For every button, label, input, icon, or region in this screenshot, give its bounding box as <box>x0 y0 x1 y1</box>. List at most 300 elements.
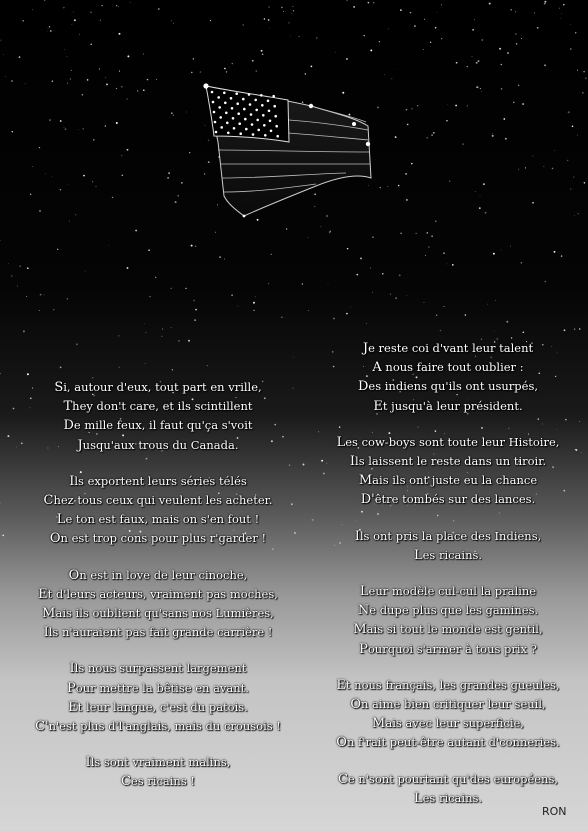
poem-line: C'n'est plus d'l'anglais, mais du crousois ! <box>35 719 281 735</box>
star-dot <box>406 109 408 111</box>
star-dot <box>372 236 373 237</box>
star-dot <box>171 20 172 21</box>
poem-line: Pourquoi s'armer à tous prix ? <box>359 641 537 657</box>
star-dot <box>435 220 437 222</box>
star-dot <box>570 24 571 25</box>
star-dot <box>467 105 468 106</box>
star-dot <box>121 86 123 88</box>
star-dot <box>281 317 282 318</box>
poem-line: Mais avec leur superficie, <box>372 716 524 732</box>
star-dot <box>368 2 370 4</box>
star-dot <box>52 176 53 177</box>
star-dot <box>60 120 62 122</box>
poem-line: Le ton est faux, mais on s'en fout ! <box>56 512 260 528</box>
star-dot <box>127 98 128 99</box>
star-dot <box>156 79 157 80</box>
star-dot <box>173 23 174 24</box>
star-dot <box>581 452 582 453</box>
star-dot <box>118 335 119 336</box>
star-dot <box>82 94 84 96</box>
star-dot <box>520 263 521 264</box>
star-dot <box>465 314 467 316</box>
poem-line: De mille feux, il faut qu'ça s'voit <box>63 418 253 434</box>
canton-star <box>225 112 228 115</box>
star-dot <box>370 49 372 51</box>
star-dot <box>311 66 313 68</box>
poem-line: Ils laissent le reste dans un tiroir. <box>349 454 547 470</box>
star-dot <box>116 5 117 6</box>
star-dot <box>575 32 576 33</box>
star-dot <box>167 177 169 179</box>
star-dot <box>515 11 516 12</box>
star-dot <box>554 150 555 151</box>
star-dot <box>238 306 239 307</box>
star-dot <box>522 103 524 105</box>
star-dot <box>79 34 80 35</box>
star-dot <box>72 24 73 25</box>
star-dot <box>411 108 412 109</box>
star-dot <box>446 120 447 121</box>
star-dot <box>482 91 483 92</box>
star-dot <box>294 532 296 534</box>
star-dot <box>578 213 579 214</box>
star-dot <box>116 122 118 124</box>
star-dot <box>178 340 180 342</box>
canton-star <box>274 115 277 118</box>
poem-line: Mais ils oublient qu'sans nos Lumières, <box>42 606 274 622</box>
canton-star <box>238 122 241 125</box>
star-dot <box>57 249 58 250</box>
star-dot <box>23 330 25 332</box>
star-dot <box>398 185 400 187</box>
star-dot <box>405 173 407 175</box>
poem-line: Mais ils ont juste eu la chance <box>358 473 538 489</box>
canton-star <box>219 116 222 119</box>
star-dot <box>476 62 478 64</box>
star-dot <box>492 133 493 134</box>
star-dot <box>447 264 448 265</box>
star-dot <box>17 286 18 287</box>
star-dot <box>63 7 65 9</box>
star-dot <box>93 139 95 141</box>
poem-stanza <box>318 433 578 510</box>
star-dot <box>552 168 554 170</box>
canton-star <box>276 135 279 138</box>
star-dot <box>11 80 12 81</box>
star-dot <box>67 56 68 57</box>
star-dot <box>135 230 137 232</box>
star-dot <box>416 233 417 234</box>
poem-stanza <box>28 472 288 549</box>
star-dot <box>0 40 1 41</box>
star-dot <box>483 183 485 185</box>
canton-star <box>237 112 240 115</box>
star-dot <box>523 332 525 334</box>
star-dot <box>534 12 535 13</box>
star-dot <box>291 13 292 14</box>
star-dot <box>39 210 41 212</box>
star-dot <box>219 256 221 258</box>
star-dot <box>286 228 287 229</box>
star-dot <box>283 11 284 12</box>
star-dot <box>66 298 68 300</box>
star-dot <box>155 277 156 278</box>
poem-stanza <box>28 378 288 455</box>
star-dot <box>489 3 491 5</box>
canton-star <box>235 92 238 95</box>
poem-line: On f'rait peut-être autant d'conneries. <box>336 735 560 751</box>
star-dot <box>410 12 412 14</box>
star-dot <box>130 2 131 3</box>
star-dot <box>501 250 502 251</box>
right-poem-column <box>318 339 578 825</box>
star-dot <box>7 435 9 437</box>
star-dot <box>224 258 225 259</box>
canton-star <box>232 117 235 120</box>
star-dot <box>414 25 416 27</box>
star-dot <box>269 28 270 29</box>
star-dot <box>400 9 402 11</box>
star-dot <box>573 176 574 177</box>
star-dot <box>411 163 412 164</box>
poem-line: Ne dupe plus que les gamines. <box>357 603 539 619</box>
star-dot <box>3 54 4 55</box>
star-dot <box>100 20 101 21</box>
canton-star <box>273 105 276 108</box>
poem-line: Ils nous surpassent largement <box>69 661 247 677</box>
star-dot <box>50 30 52 32</box>
star-dot <box>506 321 508 323</box>
star-dot <box>65 128 67 130</box>
star-dot <box>406 199 408 201</box>
star-dot <box>53 309 54 310</box>
star-dot <box>255 70 257 72</box>
star-dot <box>360 257 362 259</box>
star-dot <box>137 90 138 91</box>
star-dot <box>67 83 68 84</box>
star-dot <box>83 128 84 129</box>
star-dot <box>395 136 397 138</box>
star-dot <box>293 6 294 7</box>
star-dot <box>76 343 78 345</box>
star-dot <box>26 296 27 297</box>
star-dot <box>78 129 79 130</box>
star-dot <box>47 31 48 32</box>
star-dot <box>215 232 216 233</box>
star-dot <box>335 52 336 53</box>
star-dot <box>168 172 170 174</box>
star-dot <box>505 138 507 140</box>
star-dot <box>181 182 182 183</box>
canton-star <box>257 129 260 132</box>
star-dot <box>231 294 233 296</box>
author-signature: RON <box>542 805 567 818</box>
star-dot <box>195 309 197 311</box>
poem-line: Chez tous ceux qui veulent les acheter. <box>43 493 273 509</box>
canton-star <box>215 131 218 134</box>
star-dot <box>329 231 331 233</box>
star-dot <box>510 246 511 247</box>
star-dot <box>2 535 4 537</box>
star-dot <box>288 22 289 23</box>
canton-star <box>255 109 258 112</box>
star-dot <box>466 66 467 67</box>
canton-star <box>212 101 215 104</box>
star-dot <box>186 112 187 113</box>
star-dot <box>119 367 120 368</box>
poem-line: Les ricains. <box>413 790 483 806</box>
star-dot <box>90 44 91 45</box>
star-dot <box>44 294 45 295</box>
canton-star <box>227 132 230 135</box>
star-dot <box>226 71 227 72</box>
star-dot <box>515 33 516 34</box>
star-dot <box>427 232 429 234</box>
star-dot <box>370 267 371 268</box>
star-dot <box>118 6 119 7</box>
star-dot <box>127 267 129 269</box>
star-dot <box>507 52 509 54</box>
star-dot <box>501 88 503 90</box>
left-poem-column <box>28 378 288 809</box>
poem-stanza <box>318 770 578 808</box>
canton-star <box>217 96 220 99</box>
star-dot <box>582 92 584 94</box>
star-dot <box>92 181 93 182</box>
star-dot <box>290 36 291 37</box>
star-dot <box>289 464 291 466</box>
star-dot <box>268 19 270 21</box>
star-dot <box>532 155 533 156</box>
poem-stanza <box>28 659 288 736</box>
star-dot <box>293 357 294 358</box>
star-dot <box>302 283 304 285</box>
star-dot <box>39 147 40 148</box>
canton-star <box>269 120 272 123</box>
star-dot <box>253 302 255 304</box>
canton-star <box>211 91 214 94</box>
star-dot <box>561 13 562 14</box>
poem-line: On est trop cons pour plus r'garder ! <box>49 531 267 547</box>
poem-line: Ils ont pris la place des Indiens, <box>354 528 542 544</box>
star-dot <box>543 166 544 167</box>
star-dot <box>364 35 365 36</box>
star-dot <box>407 124 409 126</box>
star-dot <box>109 245 110 246</box>
star-dot <box>70 78 71 79</box>
star-dot <box>400 233 401 234</box>
star-dot <box>500 64 502 66</box>
star-dot <box>574 328 575 329</box>
star-dot <box>559 8 560 9</box>
canton-star <box>275 125 278 128</box>
canton-star <box>214 121 217 124</box>
star-dot <box>45 173 46 174</box>
star-dot <box>171 327 172 328</box>
star-dot <box>271 254 272 255</box>
star-dot <box>255 296 256 297</box>
star-dot <box>425 255 426 256</box>
star-dot <box>185 288 186 289</box>
star-dot <box>333 318 335 320</box>
poem-line: Et jusqu'à leur président. <box>373 398 523 414</box>
star-dot <box>510 9 512 11</box>
star-dot <box>494 331 495 332</box>
star-dot <box>127 55 129 57</box>
star-dot <box>69 221 70 222</box>
star-dot <box>521 38 522 39</box>
star-dot <box>584 182 586 184</box>
canton-star <box>261 104 264 107</box>
poem-line: Les cow-boys sont toute leur Histoire, <box>336 434 560 450</box>
star-dot <box>544 1 546 3</box>
star-dot <box>316 37 317 38</box>
star-dot <box>443 252 445 254</box>
canton-star <box>248 93 251 96</box>
star-dot <box>372 292 373 293</box>
star-dot <box>299 36 300 37</box>
star-dot <box>49 26 50 27</box>
star-dot <box>87 79 89 81</box>
poem-line: Et leur langue, c'est du patois. <box>68 699 248 715</box>
star-dot <box>161 336 162 337</box>
star-dot <box>312 519 314 521</box>
canton-star <box>220 126 223 129</box>
star-dot <box>544 281 546 283</box>
star-dot <box>516 43 517 44</box>
star-dot <box>397 69 398 70</box>
poem-line: Des indiens qu'ils ont usurpés, <box>357 379 539 395</box>
star-dot <box>350 307 351 308</box>
star-dot <box>22 20 24 22</box>
star-dot <box>560 18 561 19</box>
star-dot <box>487 304 488 305</box>
star-dot <box>5 76 6 77</box>
star-dot <box>480 196 481 197</box>
star-dot <box>456 62 458 64</box>
star-dot <box>308 310 309 311</box>
star-dot <box>577 135 578 136</box>
star-dot <box>495 300 496 301</box>
star-dot <box>60 367 62 369</box>
star-dot <box>476 86 477 87</box>
star-dot <box>252 60 254 62</box>
canton-star <box>256 119 259 122</box>
star-dot <box>74 19 76 21</box>
star-dot <box>475 191 476 192</box>
poem-line: Ils sont vraiment malins, <box>85 755 231 771</box>
star-dot <box>440 330 442 332</box>
star-dot <box>27 373 29 375</box>
star-dot <box>482 39 483 40</box>
star-dot <box>30 194 31 195</box>
star-dot <box>474 19 475 20</box>
star-dot <box>173 115 174 116</box>
star-dot <box>554 251 556 253</box>
star-dot <box>561 255 562 256</box>
canton-star <box>236 102 239 105</box>
star-dot <box>105 77 106 78</box>
star-dot <box>437 12 438 13</box>
star-dot <box>480 88 481 89</box>
star-dot <box>396 298 397 299</box>
canton-star <box>244 118 247 121</box>
canton-star <box>242 98 245 101</box>
star-dot <box>346 0 347 1</box>
star-dot <box>75 214 76 215</box>
star-dot <box>149 296 150 297</box>
star-dot <box>106 83 108 85</box>
star-dot <box>346 313 348 315</box>
star-dot <box>303 464 305 466</box>
star-dot <box>579 421 580 422</box>
star-dot <box>243 25 244 26</box>
star-dot <box>307 237 308 238</box>
star-dot <box>492 135 494 137</box>
star-dot <box>525 167 526 168</box>
star-dot <box>472 29 474 31</box>
canton-star <box>226 122 229 125</box>
star-dot <box>172 369 173 370</box>
poem-line: Ce n'sont pourtant qu'des européens, <box>337 771 559 787</box>
canton-star <box>223 92 226 95</box>
star-dot <box>191 72 192 73</box>
star-dot <box>452 264 454 266</box>
poem-line: Et nous français, les grandes gueules, <box>336 677 560 693</box>
poem-stanza <box>28 753 288 791</box>
poem-line: Leur modèle cul-cul la praline <box>359 584 537 600</box>
canton-star <box>272 95 275 98</box>
star-dot <box>281 7 282 8</box>
star-dot <box>261 50 263 52</box>
poem-line: They don't care, et ils scintillent <box>63 399 253 415</box>
star-dot <box>433 132 435 134</box>
star-dot <box>305 73 307 75</box>
star-dot <box>462 143 463 144</box>
star-dot <box>40 294 42 296</box>
star-dot <box>52 80 53 81</box>
star-dot <box>382 273 384 275</box>
canton-star <box>254 99 257 102</box>
star-dot <box>143 89 145 91</box>
star-dot <box>568 111 570 113</box>
star-dot <box>148 249 150 251</box>
canton-star <box>233 127 236 130</box>
star-dot <box>423 49 424 50</box>
poem-stanza <box>318 582 578 659</box>
star-dot <box>16 447 17 448</box>
star-dot <box>379 41 380 42</box>
star-dot <box>431 235 432 236</box>
poem-stanza <box>28 566 288 643</box>
canton-star <box>268 110 271 113</box>
star-dot <box>570 189 571 190</box>
canton-star <box>230 97 233 100</box>
star-dot <box>268 6 270 8</box>
star-dot <box>194 319 195 320</box>
star-dot <box>583 71 585 73</box>
star-dot <box>455 105 457 107</box>
star-dot <box>564 329 566 331</box>
star-dot <box>262 54 264 56</box>
star-dot <box>224 68 226 70</box>
star-dot <box>293 388 294 389</box>
canton-star <box>250 113 253 116</box>
star-dot <box>417 105 418 106</box>
star-dot <box>25 83 26 84</box>
canton-star <box>251 123 254 126</box>
star-dot <box>424 19 425 20</box>
